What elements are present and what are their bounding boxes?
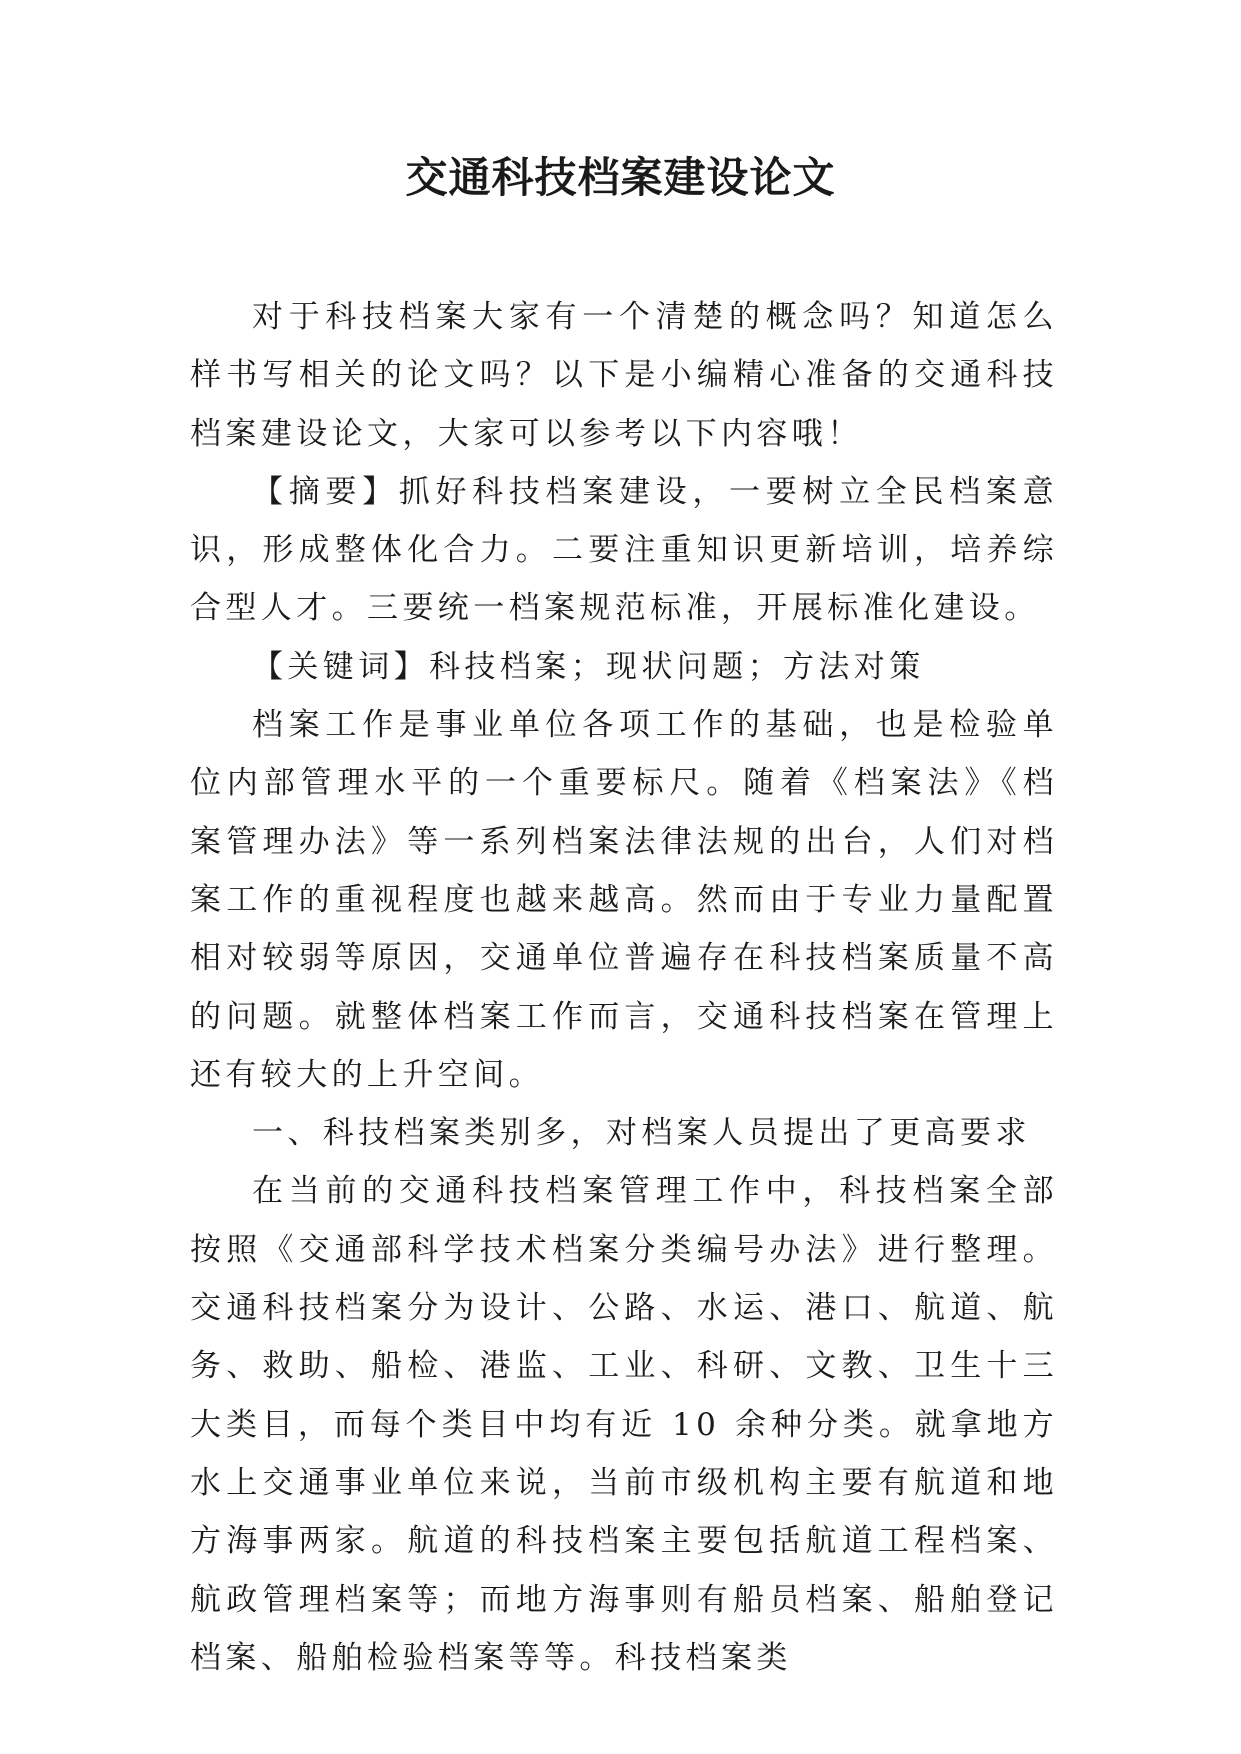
document-body xyxy=(190,288,1058,1687)
section-heading: 一、科技档案类别多，对档案人员提出了更高要求 xyxy=(252,1115,1031,1152)
keywords-paragraph: 【关键词】科技档案；现状问题；方法对策 xyxy=(252,648,925,685)
document-title: 交通科技档案建设论文 xyxy=(405,153,836,202)
body-paragraph: 档案工作是事业单位各项工作的基础，也是检验单位内部管理水平的一个重要标尺。随着《档案法》《档案管理办法》等一系列档案法律法规的出台，人们对档案工作的重视程度也越来越高。然而由于专业力量配置相对较弱等原因，交通单位普遍存在科技档案质量不高的问题。就整体档案工作而言，交通科技档案在管理上还有较大的上升空间。 xyxy=(190,707,1058,1093)
intro-paragraph: 对于科技档案大家有一个清楚的概念吗？知道怎么样书写相关的论文吗？以下是小编精心准备的交通科技档案建设论文，大家可以参考以下内容哦！ xyxy=(190,299,1058,452)
abstract-paragraph: 【摘要】抓好科技档案建设，一要树立全民档案意识，形成整体化合力。二要注重知识更新培训，培养综合型人才。三要统一档案规范标准，开展标准化建设。 xyxy=(190,473,1058,627)
body-paragraph: 在当前的交通科技档案管理工作中，科技档案全部按照《交通部科学技术档案分类编号办法》进行整理。交通科技档案分为设计、公路、水运、港口、航道、航务、救助、船检、港监、工业、科研、文教、卫生十三大类目，而每个类目中均有近 10 余种分类。就拿地方水上交通事业单位来说，当前市级机构主要有航道和地方海事两家。航道的科技档案主要包括航道工程档案、航政管理档案等；而地方海事则有船员档案、船舶登记档案、船舶检验档案等等。科技档案类 xyxy=(190,1173,1058,1676)
